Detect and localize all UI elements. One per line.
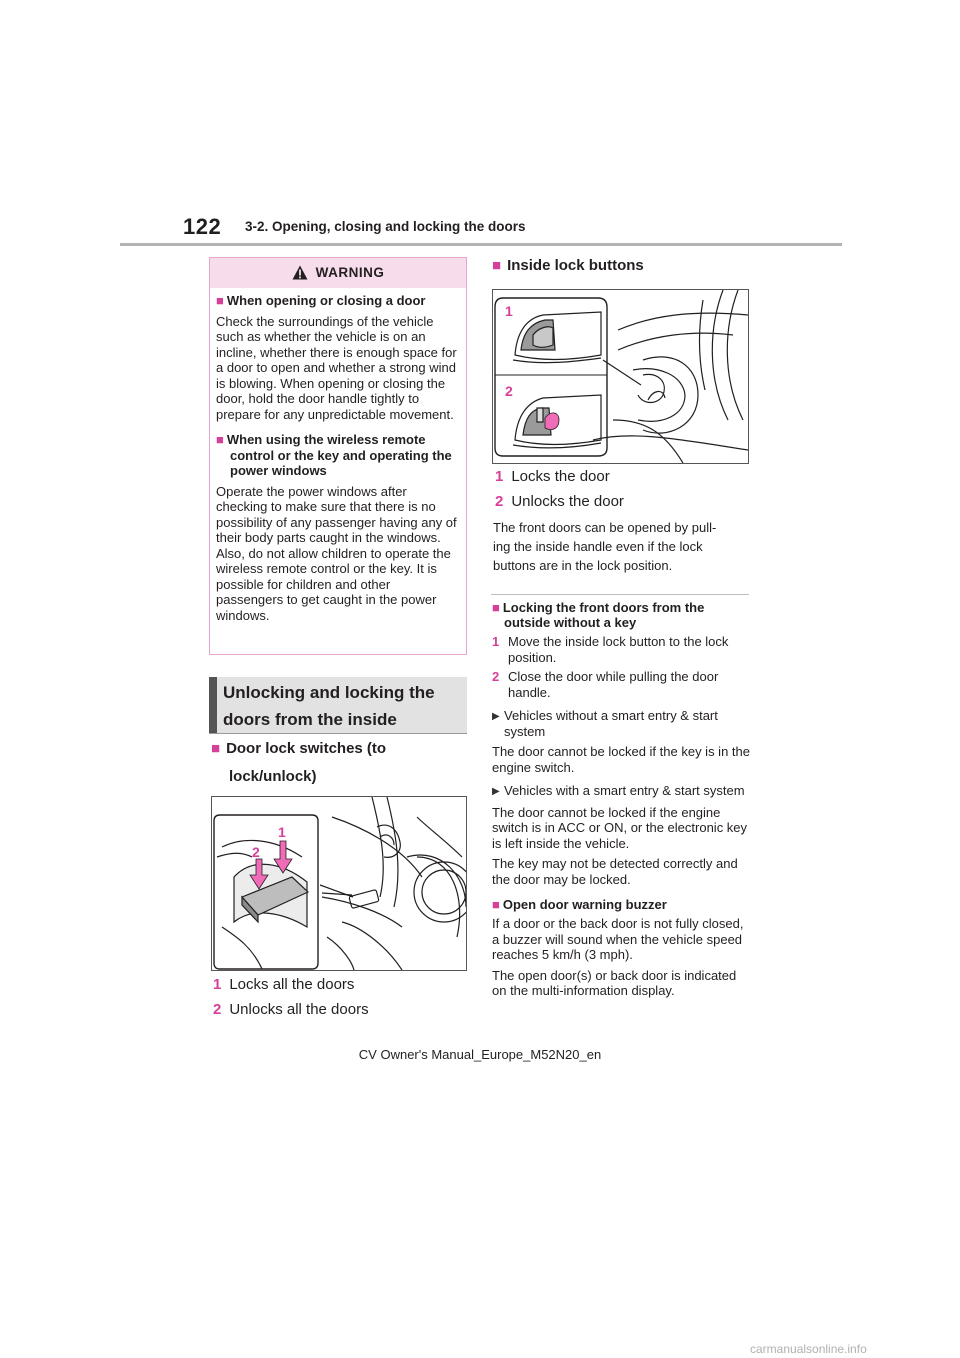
square-bullet-icon: ■ xyxy=(216,293,224,308)
square-bullet-icon: ■ xyxy=(492,600,500,615)
warning-box xyxy=(209,257,467,655)
triangle-bullet-icon: ▶ xyxy=(492,786,500,797)
warning-item-text: Operate the power windows after checking to make sure that there is no possibility of any passenger having any of their body parts caught in the windows. Also, do not allow children to operate the wireless remote control or the key. It is possible for children and other passengers to get caught in the power windows. xyxy=(216,483,457,623)
inside-lock-button-illustration xyxy=(492,289,749,464)
outside-lock-heading: ■ Locking the front doors from the outside without a key xyxy=(492,600,705,630)
header-rule xyxy=(120,243,842,246)
case-with-smart-entry-note: The key may not be detected correctly and the door may be locked. xyxy=(492,856,738,887)
callout-2: 2 xyxy=(505,383,513,399)
case-with-smart-entry-text: The door cannot be locked if the engine switch is in ACC or ON, or the electronic key is left inside the vehicle. xyxy=(492,804,748,851)
triangle-bullet-icon: ▶ xyxy=(492,711,500,722)
watermark: carmanualsonline.info xyxy=(750,1342,867,1356)
divider xyxy=(491,594,749,595)
door-lock-step-2: 2 Unlocks all the doors xyxy=(213,1001,369,1018)
door-lock-switch-illustration xyxy=(211,796,467,971)
door-lock-switch-drawing xyxy=(212,797,466,970)
callout-1: 1 xyxy=(278,824,286,840)
section-rule xyxy=(209,733,467,734)
buzzer-text: If a door or the back door is not fully closed, a buzzer will sound when the vehicle speed reaches 5 km/h (3 mph). xyxy=(492,916,744,962)
inside-lock-step-1: 1 Locks the door xyxy=(495,468,610,485)
warning-triangle-icon xyxy=(292,265,308,280)
warning-item-heading: ■ When using the wireless remote control or the key and operating the power windows xyxy=(216,432,452,478)
warning-item-text: Check the surroundings of the vehicle such as whether the vehicle is on an incline, whether there is enough space for a door to open and whether a strong wind is blowing. When opening or closing the door, hold the door handle tightly to prepare for any unpredictable movement. xyxy=(216,313,457,422)
inside-lock-step-2: 2 Unlocks the door xyxy=(495,493,624,510)
square-bullet-icon: ■ xyxy=(492,897,500,912)
warning-header xyxy=(210,258,466,288)
callout-2: 2 xyxy=(252,844,260,860)
warning-body xyxy=(210,293,466,623)
warning-title: WARNING xyxy=(315,265,385,280)
section-title: 3-2. Opening, closing and locking the doors xyxy=(245,219,526,234)
outside-lock-section xyxy=(492,600,750,999)
inside-lock-note: The front doors can be opened by pull- ing the inside handle even if the lock buttons are in the lock position. xyxy=(493,520,717,573)
square-bullet-icon: ■ xyxy=(216,432,224,447)
square-bullet-icon: ■ xyxy=(211,740,221,757)
inside-lock-buttons-heading: ■ Inside lock buttons xyxy=(492,257,644,274)
page-number: 122 xyxy=(183,214,222,239)
door-lock-switches-heading: ■ Door lock switches (to lock/unlock) xyxy=(211,740,387,785)
case-without-smart-entry-text: The door cannot be locked if the key is in the engine switch. xyxy=(492,744,750,775)
buzzer-text-2: The open door(s) or back door is indicated on the multi-information display. xyxy=(492,967,737,998)
warning-item-heading: ■ When opening or closing a door xyxy=(216,293,426,308)
door-lock-step-1: 1 Locks all the doors xyxy=(213,976,355,993)
outside-lock-step-1: 1 Move the inside lock button to the lock position. xyxy=(492,634,729,665)
case-without-smart-entry: ▶ Vehicles without a smart entry & start system xyxy=(492,708,718,739)
footer: CV Owner's Manual_Europe_M52N20_en xyxy=(358,1047,602,1062)
inside-lock-button-drawing xyxy=(493,290,748,463)
outside-lock-step-2: 2 Close the door while pulling the door handle. xyxy=(492,669,719,700)
square-bullet-icon: ■ xyxy=(492,257,502,274)
callout-1: 1 xyxy=(505,303,513,319)
section-heading: Unlocking and locking the doors from the inside xyxy=(209,677,467,733)
buzzer-heading: ■ Open door warning buzzer xyxy=(492,897,667,912)
case-with-smart-entry: ▶ Vehicles with a smart entry & start system xyxy=(492,783,745,798)
